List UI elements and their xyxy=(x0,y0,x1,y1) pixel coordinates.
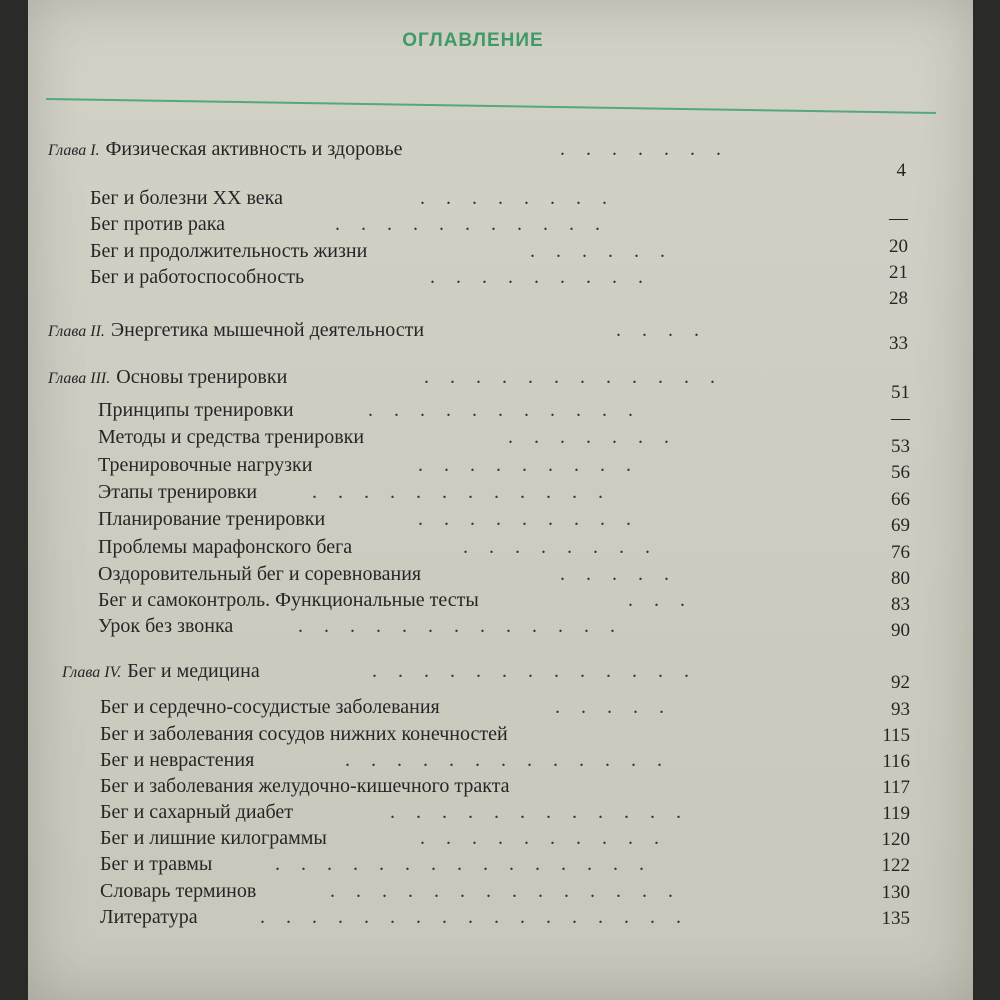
page-number: 119 xyxy=(882,803,910,824)
page-title: ОГЛАВЛЕНИЕ xyxy=(402,30,544,51)
page-number: 120 xyxy=(881,829,910,850)
toc-entry xyxy=(100,853,652,879)
page-number: 122 xyxy=(881,855,910,876)
toc-entry xyxy=(62,660,697,686)
leader-dots: . . . . xyxy=(616,319,707,341)
entry-title: Бег и болезни XX века xyxy=(90,187,283,209)
entry-title: Бег и травмы xyxy=(100,853,213,875)
entry-title: Словарь терминов xyxy=(100,880,257,902)
leader-dots: . . . . . . . . . . . . . . xyxy=(330,880,681,902)
toc-entry xyxy=(100,775,510,801)
leader-dots: . . . . . . . xyxy=(560,138,729,160)
entry-title: Методы и средства тренировки xyxy=(98,426,365,448)
toc-entry xyxy=(98,615,623,641)
page-number: 28 xyxy=(889,288,908,309)
chapter-label: Глава I. xyxy=(48,142,100,159)
toc-entry xyxy=(100,749,670,775)
leader-dots: . . . . . . . . . . . . . . . . . xyxy=(260,906,689,928)
leader-dots: . . . . . . . . . . xyxy=(420,827,667,849)
toc-entry xyxy=(100,696,672,722)
entry-title: Бег и заболевания желудочно-кишечного тракта xyxy=(100,775,510,797)
page-number: — xyxy=(891,408,910,429)
leader-dots: . . . . . . xyxy=(530,240,673,262)
toc-entry xyxy=(98,508,639,534)
leader-dots: . . . . . . . . . . . xyxy=(335,213,608,235)
entry-title: Бег и сахарный диабет xyxy=(100,801,294,823)
page-number: 130 xyxy=(881,882,910,903)
entry-title: Бег и заболевания сосудов нижних конечностей xyxy=(100,723,508,745)
page-number: 115 xyxy=(882,725,910,746)
leader-dots: . . . . . . . . . . . . . xyxy=(372,660,697,682)
toc-entry xyxy=(100,906,689,932)
page-number: 69 xyxy=(891,515,910,536)
entry-title: Планирование тренировки xyxy=(98,508,326,530)
leader-dots: . . . . . . . . . . . . xyxy=(390,801,689,823)
page-number: 51 xyxy=(891,382,910,403)
chapter-label: Глава II. xyxy=(48,323,105,340)
entry-title: Этапы тренировки xyxy=(98,481,258,503)
leader-dots: . . . . . . . . xyxy=(463,536,658,558)
page-number: 21 xyxy=(889,262,908,283)
page-number: 93 xyxy=(891,699,910,720)
toc-entry xyxy=(100,723,508,749)
toc-entry xyxy=(98,426,677,452)
page-number: 117 xyxy=(882,777,910,798)
entry-title: Бег и продолжительность жизни xyxy=(90,240,368,262)
leader-dots: . . . . . . . . . . . . xyxy=(312,481,611,503)
entry-title: Бег и медицина xyxy=(127,660,260,682)
page-number: 90 xyxy=(891,620,910,641)
entry-title: Энергетика мышечной деятельности xyxy=(110,319,425,341)
toc-entry xyxy=(48,366,723,392)
toc-entry xyxy=(100,801,689,827)
leader-dots: . . . xyxy=(628,589,693,611)
page-number: 135 xyxy=(881,908,910,929)
entry-title: Проблемы марафонского бега xyxy=(98,536,353,558)
page-number: 20 xyxy=(889,236,908,257)
toc-entry xyxy=(48,319,707,345)
leader-dots: . . . . . . . . . . . . . xyxy=(298,615,623,637)
leader-dots: . . . . . xyxy=(560,563,677,585)
entry-title: Принципы тренировки xyxy=(98,399,294,421)
entry-title: Бег и работоспособность xyxy=(90,266,305,288)
entry-title: Физическая активность и здоровье xyxy=(105,138,403,160)
leader-dots: . . . . . . . . . xyxy=(418,454,639,476)
toc-entry xyxy=(90,240,673,266)
chapter-label: Глава IV. xyxy=(62,664,122,681)
entry-title: Бег против рака xyxy=(90,213,226,235)
leader-dots: . . . . . . . . . . . . xyxy=(424,366,723,388)
entry-title: Основы тренировки xyxy=(116,366,288,388)
toc-entry xyxy=(100,827,667,853)
leader-dots: . . . . . . . xyxy=(508,426,677,448)
toc-entry xyxy=(98,481,611,507)
entry-title: Оздоровительный бег и соревнования xyxy=(98,563,422,585)
leader-dots: . . . . . . . . . . . xyxy=(368,399,641,421)
entry-title: Бег и лишние килограммы xyxy=(100,827,327,849)
page-number: 4 xyxy=(896,160,906,181)
table-of-contents xyxy=(28,0,973,1000)
leader-dots: . . . . . xyxy=(555,696,672,718)
toc-entry xyxy=(98,589,693,615)
entry-title: Бег и сердечно-сосудистые заболевания xyxy=(100,696,440,718)
toc-entry xyxy=(90,187,615,213)
entry-title: Бег и самоконтроль. Функциональные тесты xyxy=(98,589,479,611)
page-number: 53 xyxy=(891,436,910,457)
toc-entry xyxy=(90,266,651,292)
page-number: 56 xyxy=(891,462,910,483)
toc-entry xyxy=(48,138,729,164)
leader-dots: . . . . . . . . . xyxy=(418,508,639,530)
toc-entry xyxy=(98,563,677,589)
toc-entry xyxy=(98,536,658,562)
entry-title: Литература xyxy=(100,906,198,928)
toc-entry xyxy=(100,880,681,906)
leader-dots: . . . . . . . . . . . . . . . xyxy=(275,853,652,875)
page-number: — xyxy=(889,208,908,229)
leader-dots: . . . . . . . . . . . . . xyxy=(345,749,670,771)
leader-dots: . . . . . . . . xyxy=(420,187,615,209)
page-number: 116 xyxy=(882,751,910,772)
page-number: 33 xyxy=(889,333,908,354)
page-number: 66 xyxy=(891,489,910,510)
page-number: 83 xyxy=(891,594,910,615)
page-number: 80 xyxy=(891,568,910,589)
book-page xyxy=(28,0,973,1000)
chapter-label: Глава III. xyxy=(48,370,111,387)
entry-title: Тренировочные нагрузки xyxy=(98,454,313,476)
leader-dots: . . . . . . . . . xyxy=(430,266,651,288)
toc-entry xyxy=(98,399,641,425)
entry-title: Урок без звонка xyxy=(98,615,234,637)
entry-title: Бег и неврастения xyxy=(100,749,255,771)
toc-entry xyxy=(98,454,639,480)
page-number: 76 xyxy=(891,542,910,563)
toc-entry xyxy=(90,213,608,239)
page-number: 92 xyxy=(891,672,910,693)
